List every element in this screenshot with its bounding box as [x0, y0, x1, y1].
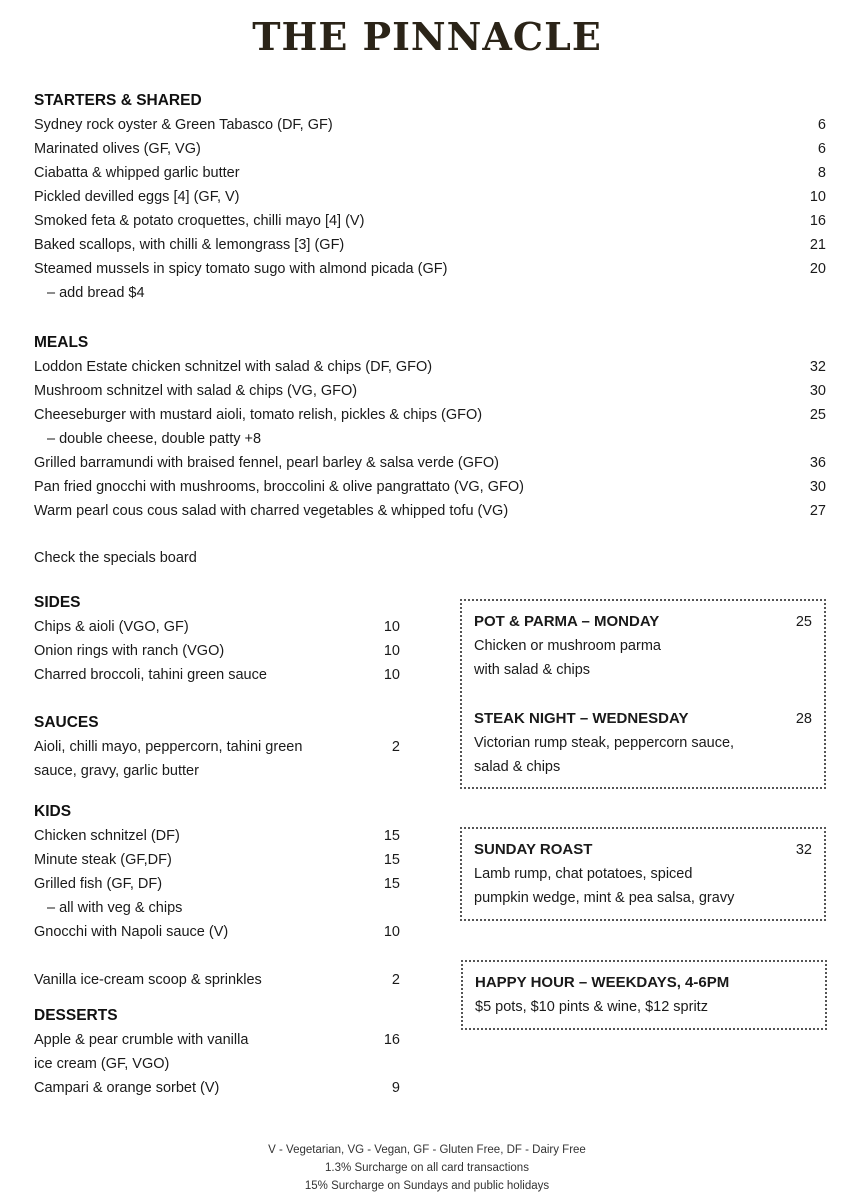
item-name: Vanilla ice-cream scoop & sprinkles — [34, 972, 262, 988]
item-price: 9 — [391, 1080, 400, 1096]
special-price: 28 — [795, 711, 812, 727]
menu-item — [34, 233, 826, 257]
item-name: Mushroom schnitzel with salad & chips (VG, GFO) — [34, 383, 358, 399]
specials-board-note: Check the specials board — [34, 550, 197, 566]
item-price: 15 — [383, 852, 400, 868]
item-name: – add bread $4 — [47, 285, 145, 301]
item-name: Marinated olives (GF, VG) — [34, 141, 201, 157]
sauces-section — [34, 711, 400, 783]
weekday-specials-box — [460, 599, 826, 789]
item-name: Grilled fish (GF, DF) — [34, 876, 163, 892]
meals-heading: MEALS — [34, 334, 89, 351]
special-desc: Chicken or mushroom parma — [474, 638, 661, 654]
item-name: ice cream (GF, VGO) — [34, 1056, 170, 1072]
dietary-legend-footer — [0, 1141, 854, 1195]
item-name: Chicken schnitzel (DF) — [34, 828, 180, 844]
item-price: 30 — [809, 383, 826, 399]
item-name: Apple & pear crumble with vanilla — [34, 1032, 249, 1048]
menu-item — [34, 1076, 400, 1100]
item-price: 15 — [383, 828, 400, 844]
item-name: Sydney rock oyster & Green Tabasco (DF, GF) — [34, 117, 333, 133]
menu-item — [34, 735, 400, 759]
kids-heading: KIDS — [34, 803, 72, 820]
special-price: 25 — [795, 614, 812, 630]
item-name: Pickled devilled eggs [4] (GF, V) — [34, 189, 240, 205]
desserts-section — [34, 1004, 400, 1100]
menu-item — [34, 113, 826, 137]
special-desc: Lamb rump, chat potatoes, spiced — [474, 866, 693, 882]
special-item — [475, 971, 813, 1019]
special-desc: pumpkin wedge, mint & pea salsa, gravy — [474, 890, 735, 906]
item-name: Steamed mussels in spicy tomato sugo with almond picada (GF) — [34, 261, 448, 277]
menu-item-addon — [34, 427, 826, 451]
menu-item — [34, 920, 400, 944]
special-desc: $5 pots, $10 pints & wine, $12 spritz — [475, 999, 708, 1015]
special-price: 32 — [795, 842, 812, 858]
card-surcharge-note: 1.3% Surcharge on all card transactions — [325, 1162, 529, 1174]
menu-item — [34, 1052, 400, 1076]
item-price: 16 — [809, 213, 826, 229]
special-desc: Victorian rump steak, peppercorn sauce, — [474, 735, 735, 751]
menu-item — [34, 639, 400, 663]
menu-item — [34, 451, 826, 475]
item-price: 36 — [809, 455, 826, 471]
item-price: 10 — [383, 643, 400, 659]
item-price: 10 — [809, 189, 826, 205]
item-price: 20 — [809, 261, 826, 277]
item-price: 6 — [817, 117, 826, 133]
menu-item — [34, 257, 826, 281]
menu-item-addon — [34, 281, 826, 305]
dietary-legend: V - Vegetarian, VG - Vegan, GF - Gluten Free, DF - Dairy Free — [268, 1144, 586, 1156]
desserts-heading: DESSERTS — [34, 1007, 118, 1024]
item-price: 10 — [383, 619, 400, 635]
special-item — [474, 610, 812, 682]
item-price: 16 — [383, 1032, 400, 1048]
holiday-surcharge-note: 15% Surcharge on Sundays and public holidays — [304, 1180, 550, 1192]
meals-section — [34, 331, 826, 523]
menu-title: THE PINNACLE — [252, 14, 602, 59]
item-name: Aioli, chilli mayo, peppercorn, tahini green — [34, 739, 303, 755]
item-price: 10 — [383, 667, 400, 683]
item-price: 32 — [809, 359, 826, 375]
special-desc: salad & chips — [474, 759, 561, 775]
item-name: Campari & orange sorbet (V) — [34, 1080, 220, 1096]
menu-item — [34, 475, 826, 499]
item-name: sauce, gravy, garlic butter — [34, 763, 199, 779]
special-name: SUNDAY ROAST — [474, 841, 593, 858]
sauces-heading: SAUCES — [34, 714, 99, 731]
special-name: STEAK NIGHT – WEDNESDAY — [474, 710, 689, 727]
menu-item — [34, 185, 826, 209]
menu-item — [34, 161, 826, 185]
special-desc: with salad & chips — [474, 662, 591, 678]
item-name: Pan fried gnocchi with mushrooms, broccolini & olive pangrattato (VG, GFO) — [34, 479, 524, 495]
item-price: 2 — [391, 739, 400, 755]
item-price: 25 — [809, 407, 826, 423]
item-price: 10 — [383, 924, 400, 940]
menu-item — [34, 355, 826, 379]
special-name: POT & PARMA – MONDAY — [474, 613, 660, 630]
menu-item — [34, 968, 400, 992]
menu-item — [34, 872, 400, 896]
item-name: Smoked feta & potato croquettes, chilli mayo [4] (V) — [34, 213, 365, 229]
menu-item — [34, 379, 826, 403]
menu-item — [34, 499, 826, 523]
item-name: Cheeseburger with mustard aioli, tomato relish, pickles & chips (GFO) — [34, 407, 483, 423]
item-name: Grilled barramundi with braised fennel, pearl barley & salsa verde (GFO) — [34, 455, 500, 471]
menu-item-addon — [34, 896, 400, 920]
item-name: Onion rings with ranch (VGO) — [34, 643, 225, 659]
sides-heading: SIDES — [34, 594, 81, 611]
item-price: 6 — [817, 141, 826, 157]
starters-heading: STARTERS & SHARED — [34, 92, 202, 109]
item-name: Ciabatta & whipped garlic butter — [34, 165, 240, 181]
item-price: 8 — [817, 165, 826, 181]
kids-section — [34, 800, 400, 944]
special-item — [474, 838, 812, 910]
starters-section — [34, 89, 826, 305]
menu-item — [34, 1028, 400, 1052]
item-name: Warm pearl cous cous salad with charred vegetables & whipped tofu (VG) — [34, 503, 509, 519]
menu-item — [34, 403, 826, 427]
special-item — [474, 707, 812, 779]
item-name: Minute steak (GF,DF) — [34, 852, 172, 868]
ice-cream-section — [34, 968, 400, 992]
special-name: HAPPY HOUR – WEEKDAYS, 4-6PM — [475, 974, 730, 991]
menu-item — [34, 137, 826, 161]
item-price: 30 — [809, 479, 826, 495]
item-name: Loddon Estate chicken schnitzel with salad & chips (DF, GFO) — [34, 359, 433, 375]
item-name: Charred broccoli, tahini green sauce — [34, 667, 267, 683]
menu-item — [34, 759, 400, 783]
item-name: – all with veg & chips — [47, 900, 183, 916]
item-name: Baked scallops, with chilli & lemongrass [3] (GF) — [34, 237, 345, 253]
item-name: – double cheese, double patty +8 — [47, 431, 262, 447]
item-name: Gnocchi with Napoli sauce (V) — [34, 924, 229, 940]
menu-item — [34, 615, 400, 639]
item-price: 15 — [383, 876, 400, 892]
menu-item — [34, 209, 826, 233]
sunday-roast-box — [460, 827, 826, 921]
menu-item — [34, 663, 400, 687]
item-price: 21 — [809, 237, 826, 253]
menu-item — [34, 824, 400, 848]
menu-item — [34, 848, 400, 872]
item-price: 2 — [391, 972, 400, 988]
happy-hour-box — [461, 960, 827, 1030]
item-price: 27 — [809, 503, 826, 519]
item-name: Chips & aioli (VGO, GF) — [34, 619, 189, 635]
sides-section — [34, 591, 400, 687]
